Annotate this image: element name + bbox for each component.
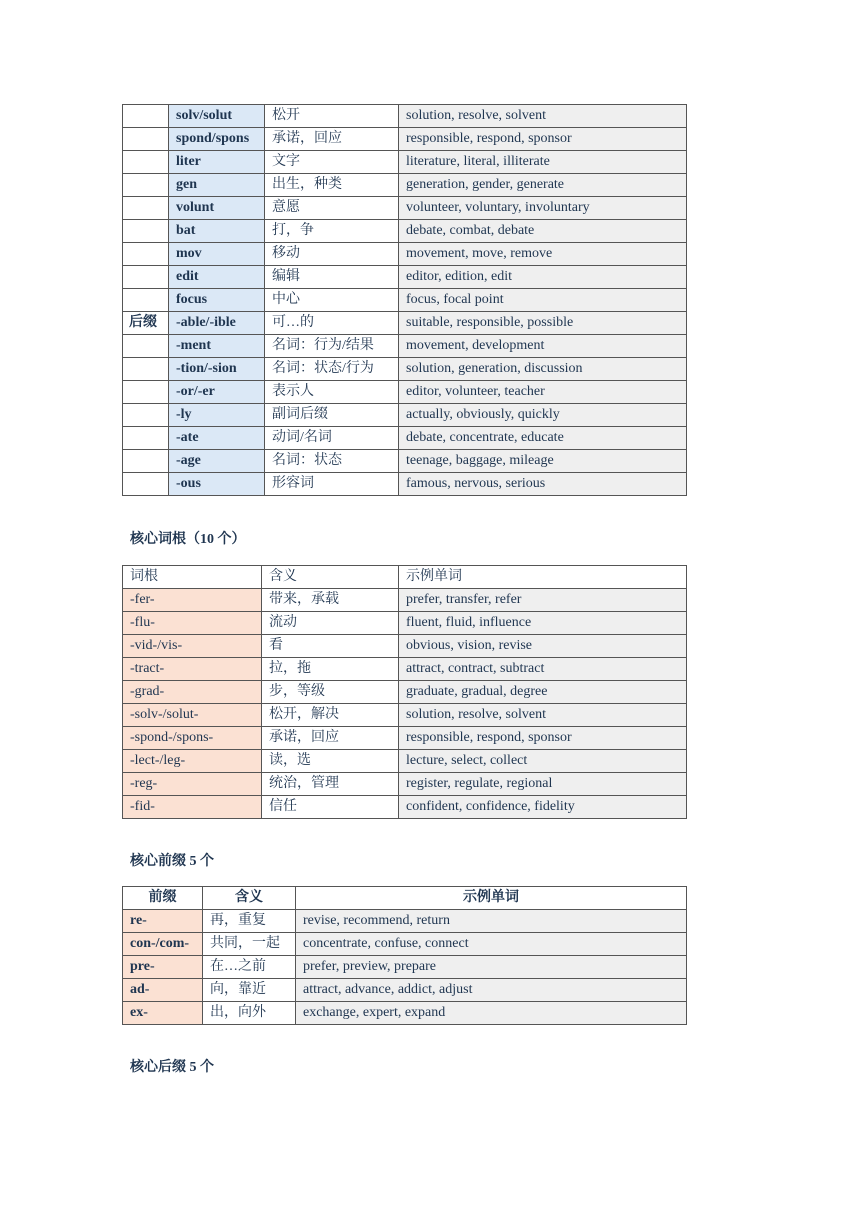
category-cell — [123, 427, 169, 450]
meaning-cell: 统治，管理 — [262, 773, 399, 796]
examples-cell: fluent, fluid, influence — [399, 612, 687, 635]
table-row — [123, 128, 687, 151]
table-row — [123, 450, 687, 473]
category-cell — [123, 266, 169, 289]
category-cell — [123, 289, 169, 312]
meaning-cell: 共同，一起 — [203, 933, 296, 956]
examples-cell: debate, combat, debate — [399, 220, 687, 243]
examples-cell: register, regulate, regional — [399, 773, 687, 796]
word-part-cell: mov — [169, 243, 265, 266]
meaning-cell: 意愿 — [265, 197, 399, 220]
table-row — [123, 589, 687, 612]
category-cell — [123, 220, 169, 243]
examples-cell: confident, confidence, fidelity — [399, 796, 687, 819]
examples-cell: literature, literal, illiterate — [399, 151, 687, 174]
word-part-cell: -ly — [169, 404, 265, 427]
examples-cell: editor, volunteer, teacher — [399, 381, 687, 404]
word-part-cell: volunt — [169, 197, 265, 220]
examples-cell: concentrate, confuse, connect — [296, 933, 687, 956]
root-cell: -fid- — [123, 796, 262, 819]
meaning-cell: 名词：行为/结果 — [265, 335, 399, 358]
prefix-cell: con-/com- — [123, 933, 203, 956]
meaning-cell: 可…的 — [265, 312, 399, 335]
root-cell: -spond-/spons- — [123, 727, 262, 750]
word-part-cell: solv/solut — [169, 105, 265, 128]
root-cell: -tract- — [123, 658, 262, 681]
category-cell — [123, 473, 169, 496]
table-row — [123, 658, 687, 681]
word-part-cell: -able/-ible — [169, 312, 265, 335]
table-row — [123, 473, 687, 496]
meaning-cell: 承诺，回应 — [265, 128, 399, 151]
column-header: 示例单词 — [399, 566, 687, 589]
examples-cell: exchange, expert, expand — [296, 1002, 687, 1025]
category-cell — [123, 404, 169, 427]
table-row — [123, 358, 687, 381]
meaning-cell: 读，选 — [262, 750, 399, 773]
table-row — [123, 910, 687, 933]
prefix-cell: ad- — [123, 979, 203, 1002]
word-part-cell: spond/spons — [169, 128, 265, 151]
table-row — [123, 266, 687, 289]
table-row — [123, 704, 687, 727]
examples-cell: prefer, preview, prepare — [296, 956, 687, 979]
examples-cell: suitable, responsible, possible — [399, 312, 687, 335]
meaning-cell: 流动 — [262, 612, 399, 635]
examples-cell: focus, focal point — [399, 289, 687, 312]
table-row — [123, 635, 687, 658]
table-row — [123, 681, 687, 704]
meaning-cell: 文字 — [265, 151, 399, 174]
word-part-cell: liter — [169, 151, 265, 174]
table-row — [123, 312, 687, 335]
table-row — [123, 105, 687, 128]
root-cell: -solv-/solut- — [123, 704, 262, 727]
category-cell — [123, 151, 169, 174]
examples-cell: graduate, gradual, degree — [399, 681, 687, 704]
meaning-cell: 再，重复 — [203, 910, 296, 933]
examples-cell: famous, nervous, serious — [399, 473, 687, 496]
table-row — [123, 197, 687, 220]
table-row — [123, 404, 687, 427]
meaning-cell: 表示人 — [265, 381, 399, 404]
examples-cell: responsible, respond, sponsor — [399, 128, 687, 151]
meaning-cell: 名词：状态 — [265, 450, 399, 473]
category-cell — [123, 105, 169, 128]
word-part-cell: gen — [169, 174, 265, 197]
table-row — [123, 174, 687, 197]
meaning-cell: 形容词 — [265, 473, 399, 496]
word-part-cell: -or/-er — [169, 381, 265, 404]
table-row — [123, 796, 687, 819]
word-part-cell: -tion/-sion — [169, 358, 265, 381]
category-cell — [123, 128, 169, 151]
table-row — [123, 1002, 687, 1025]
meaning-cell: 副词后缀 — [265, 404, 399, 427]
meaning-cell: 出，向外 — [203, 1002, 296, 1025]
category-cell — [123, 243, 169, 266]
meaning-cell: 信任 — [262, 796, 399, 819]
examples-cell: volunteer, voluntary, involuntary — [399, 197, 687, 220]
word-part-cell: -ous — [169, 473, 265, 496]
meaning-cell: 拉，拖 — [262, 658, 399, 681]
roots-heading: 核心词根（10 个） — [130, 532, 246, 547]
column-header: 含义 — [262, 566, 399, 589]
examples-cell: movement, move, remove — [399, 243, 687, 266]
examples-cell: solution, resolve, solvent — [399, 704, 687, 727]
table-row — [123, 427, 687, 450]
table-row — [123, 773, 687, 796]
examples-cell: revise, recommend, return — [296, 910, 687, 933]
examples-cell: movement, development — [399, 335, 687, 358]
table-row — [123, 612, 687, 635]
word-part-cell: focus — [169, 289, 265, 312]
examples-cell: editor, edition, edit — [399, 266, 687, 289]
meaning-cell: 中心 — [265, 289, 399, 312]
root-cell: -vid-/vis- — [123, 635, 262, 658]
meaning-cell: 打，争 — [265, 220, 399, 243]
affix-table — [122, 104, 687, 496]
suffixes-heading: 核心后缀 5 个 — [130, 1060, 214, 1075]
meaning-cell: 动词/名词 — [265, 427, 399, 450]
table-row — [123, 220, 687, 243]
meaning-cell: 名词：状态/行为 — [265, 358, 399, 381]
root-cell: -lect-/leg- — [123, 750, 262, 773]
table-row — [123, 381, 687, 404]
column-header: 示例单词 — [296, 887, 687, 910]
examples-cell: attract, advance, addict, adjust — [296, 979, 687, 1002]
word-part-cell: -ate — [169, 427, 265, 450]
category-cell — [123, 450, 169, 473]
word-part-cell: bat — [169, 220, 265, 243]
examples-cell: responsible, respond, sponsor — [399, 727, 687, 750]
category-cell — [123, 358, 169, 381]
roots-table — [122, 565, 687, 819]
prefix-cell: re- — [123, 910, 203, 933]
table-row — [123, 979, 687, 1002]
column-header: 词根 — [123, 566, 262, 589]
table-row — [123, 335, 687, 358]
table-row — [123, 243, 687, 266]
examples-cell: debate, concentrate, educate — [399, 427, 687, 450]
meaning-cell: 在…之前 — [203, 956, 296, 979]
category-cell — [123, 174, 169, 197]
examples-cell: prefer, transfer, refer — [399, 589, 687, 612]
word-part-cell: -ment — [169, 335, 265, 358]
root-cell: -grad- — [123, 681, 262, 704]
table-row — [123, 289, 687, 312]
meaning-cell: 看 — [262, 635, 399, 658]
table-header-row — [123, 887, 687, 910]
category-cell — [123, 335, 169, 358]
examples-cell: solution, resolve, solvent — [399, 105, 687, 128]
table-row — [123, 933, 687, 956]
examples-cell: teenage, baggage, mileage — [399, 450, 687, 473]
examples-cell: obvious, vision, revise — [399, 635, 687, 658]
meaning-cell: 出生，种类 — [265, 174, 399, 197]
column-header: 前缀 — [123, 887, 203, 910]
meaning-cell: 步，等级 — [262, 681, 399, 704]
category-cell: 后缀 — [123, 312, 169, 335]
meaning-cell: 向，靠近 — [203, 979, 296, 1002]
root-cell: -flu- — [123, 612, 262, 635]
meaning-cell: 带来，承载 — [262, 589, 399, 612]
table-row — [123, 956, 687, 979]
table-row — [123, 151, 687, 174]
prefix-cell: pre- — [123, 956, 203, 979]
examples-cell: actually, obviously, quickly — [399, 404, 687, 427]
table-row — [123, 727, 687, 750]
meaning-cell: 松开，解决 — [262, 704, 399, 727]
prefix-cell: ex- — [123, 1002, 203, 1025]
category-cell — [123, 197, 169, 220]
root-cell: -reg- — [123, 773, 262, 796]
examples-cell: attract, contract, subtract — [399, 658, 687, 681]
examples-cell: generation, gender, generate — [399, 174, 687, 197]
meaning-cell: 承诺，回应 — [262, 727, 399, 750]
meaning-cell: 松开 — [265, 105, 399, 128]
meaning-cell: 编辑 — [265, 266, 399, 289]
meaning-cell: 移动 — [265, 243, 399, 266]
word-part-cell: -age — [169, 450, 265, 473]
table-header-row — [123, 566, 687, 589]
examples-cell: solution, generation, discussion — [399, 358, 687, 381]
prefixes-heading: 核心前缀 5 个 — [130, 854, 214, 869]
prefixes-table — [122, 886, 687, 1025]
category-cell — [123, 381, 169, 404]
column-header: 含义 — [203, 887, 296, 910]
table-row — [123, 750, 687, 773]
root-cell: -fer- — [123, 589, 262, 612]
examples-cell: lecture, select, collect — [399, 750, 687, 773]
word-part-cell: edit — [169, 266, 265, 289]
